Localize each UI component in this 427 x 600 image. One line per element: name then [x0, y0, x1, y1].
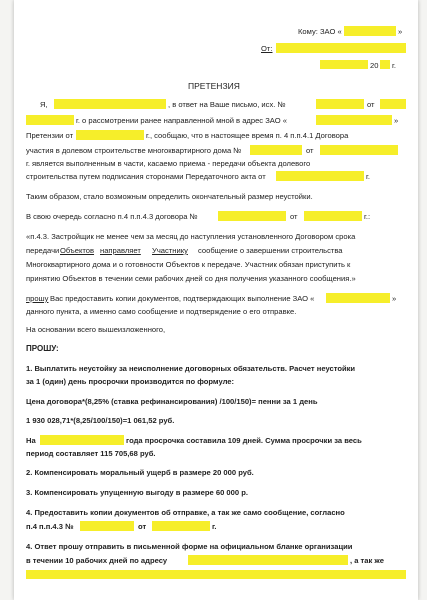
year-tail: г. — [392, 61, 396, 70]
delay-line2: период составляет 115 705,68 руб. — [26, 449, 156, 458]
clause-ref-a: В свою очередь согласно п.4 п.п.4.3 договора № — [26, 212, 198, 221]
docs-line1-b: Вас предоставить копии документов, подтверждающих выполнение ЗАО « — [50, 294, 315, 303]
item5-line2-a: в течении 10 рабочих дней по адресу — [26, 556, 168, 565]
quote-line3: Многоквартирного дома и о готовности Объектов к передаче. Участник обязан приступить к — [26, 260, 351, 269]
redaction-date-2 — [26, 115, 74, 125]
redaction-address — [188, 555, 348, 565]
redaction-sender — [276, 43, 406, 53]
item1-line2: за 1 (один) день просрочки производится по формуле: — [26, 377, 235, 386]
quote-line2-b: Объектов — [60, 246, 95, 255]
quote-line1: «п.4.3. Застройщик не менее чем за месяц до наступления установленного Договором срока — [26, 232, 356, 241]
redaction-docs-company — [326, 293, 390, 303]
redaction-act-date — [276, 171, 364, 181]
intro-line4-b: от — [306, 146, 314, 155]
request-heading: ПРОШУ: — [26, 344, 59, 353]
page-title: ПРЕТЕНЗИЯ — [188, 81, 240, 91]
basis-text: На основании всего вышеизложенного, — [26, 325, 166, 334]
document-page — [14, 0, 418, 600]
intro-line1-c: от — [367, 100, 375, 109]
item4-line2-a: п.4 п.п.4.3 № — [26, 522, 74, 531]
quote-line2-c: направляет — [100, 246, 141, 255]
addressee-prefix: Кому: ЗАО « — [298, 27, 342, 36]
item5-line1: 4. Ответ прошу отправить в письменной форме на официальном бланке организации — [26, 542, 353, 551]
item4-line1: 4. Предоставить копии документов об отправке, а так же само сообщение, согласно — [26, 508, 345, 517]
intro-line2-b: » — [394, 116, 399, 125]
redaction-contract-number — [250, 145, 302, 155]
redaction-letter-date — [380, 99, 406, 109]
quote-line2-d: Участнику — [152, 246, 188, 255]
addressee-suffix: » — [398, 27, 403, 36]
intro-line3-a: Претензии от — [26, 131, 74, 140]
delay-b: года просрочка составила 109 дней. Сумма просрочки за весь — [126, 436, 362, 445]
quote-line2-e: сообщение о завершении строительства — [198, 246, 343, 255]
quote-line2-a: передачи — [26, 246, 60, 255]
item3-text: 3. Компенсировать упущенную выгоду в размере 60 000 р. — [26, 488, 248, 497]
redaction-letter-number — [316, 99, 364, 109]
redaction-claim-date — [76, 130, 144, 140]
item4-line2-c: г. — [212, 522, 217, 531]
redaction-address-2 — [26, 570, 406, 579]
redaction-addressee — [344, 26, 396, 36]
redaction-date — [320, 60, 368, 69]
redaction-company — [316, 115, 392, 125]
item5-line2-b: , а так же — [350, 556, 384, 565]
final-penalty-text: Таким образом, стало возможным определить окончательный размер неустойки. — [26, 192, 313, 201]
docs-line2: данного пункта, а именно само сообщение и подтверждение о его отправке. — [26, 307, 297, 316]
redaction-item4-number — [80, 521, 134, 531]
item2-text: 2. Компенсировать моральный ущерб в размере 20 000 руб. — [26, 468, 254, 477]
delay-a: На — [26, 436, 36, 445]
redaction-year — [380, 60, 390, 69]
formula-text: Цена договора*(8,25% (ставка рефинансирования) /100/150)= пенни за 1 день — [26, 397, 318, 406]
intro-line3-b: г., сообщаю, что в настоящее время п. 4 п.п.4.1 Договора — [146, 131, 349, 140]
redaction-contract-date — [320, 145, 398, 155]
intro-line1-b: , в ответ на Ваше письмо, исх. № — [168, 100, 286, 109]
intro-line2-a: г. о рассмотрении ранее направленной мной в адрес ЗАО « — [76, 116, 287, 125]
calc-text: 1 930 028,71*(8,25/100/150)=1 061,52 руб. — [26, 416, 175, 425]
sender-label: От: — [261, 44, 273, 53]
docs-line1-a: прошу — [26, 294, 49, 303]
intro-line1-a: Я, — [40, 100, 48, 109]
clause-ref-b: от — [290, 212, 298, 221]
redaction-delay-date — [40, 435, 124, 445]
year-label: 20 — [370, 61, 379, 70]
intro-line4-a: участия в долевом строительстве многоквартирного дома № — [26, 146, 242, 155]
redaction-clause-date — [304, 211, 362, 221]
redaction-clause-contract — [218, 211, 286, 221]
quote-line4: принятию Объектов в течении семи рабочих дней со дня получения указанного сообщения.» — [26, 274, 356, 283]
redaction-fullname — [54, 99, 166, 109]
item1-line1: 1. Выплатить неустойку за неисполнение договорных обязательств. Расчет неустойки — [26, 364, 356, 373]
intro-line5: г. является выполненным в части, касаемо приема - передачи объекта долевого — [26, 159, 311, 168]
intro-line6-a: строительства путем подписания сторонами Передаточного акта от — [26, 172, 266, 181]
clause-ref-c: г.: — [364, 212, 371, 221]
intro-line6-b: г. — [366, 172, 370, 181]
docs-line1-c: » — [392, 294, 397, 303]
redaction-item4-date — [152, 521, 210, 531]
item4-line2-b: от — [138, 522, 147, 531]
